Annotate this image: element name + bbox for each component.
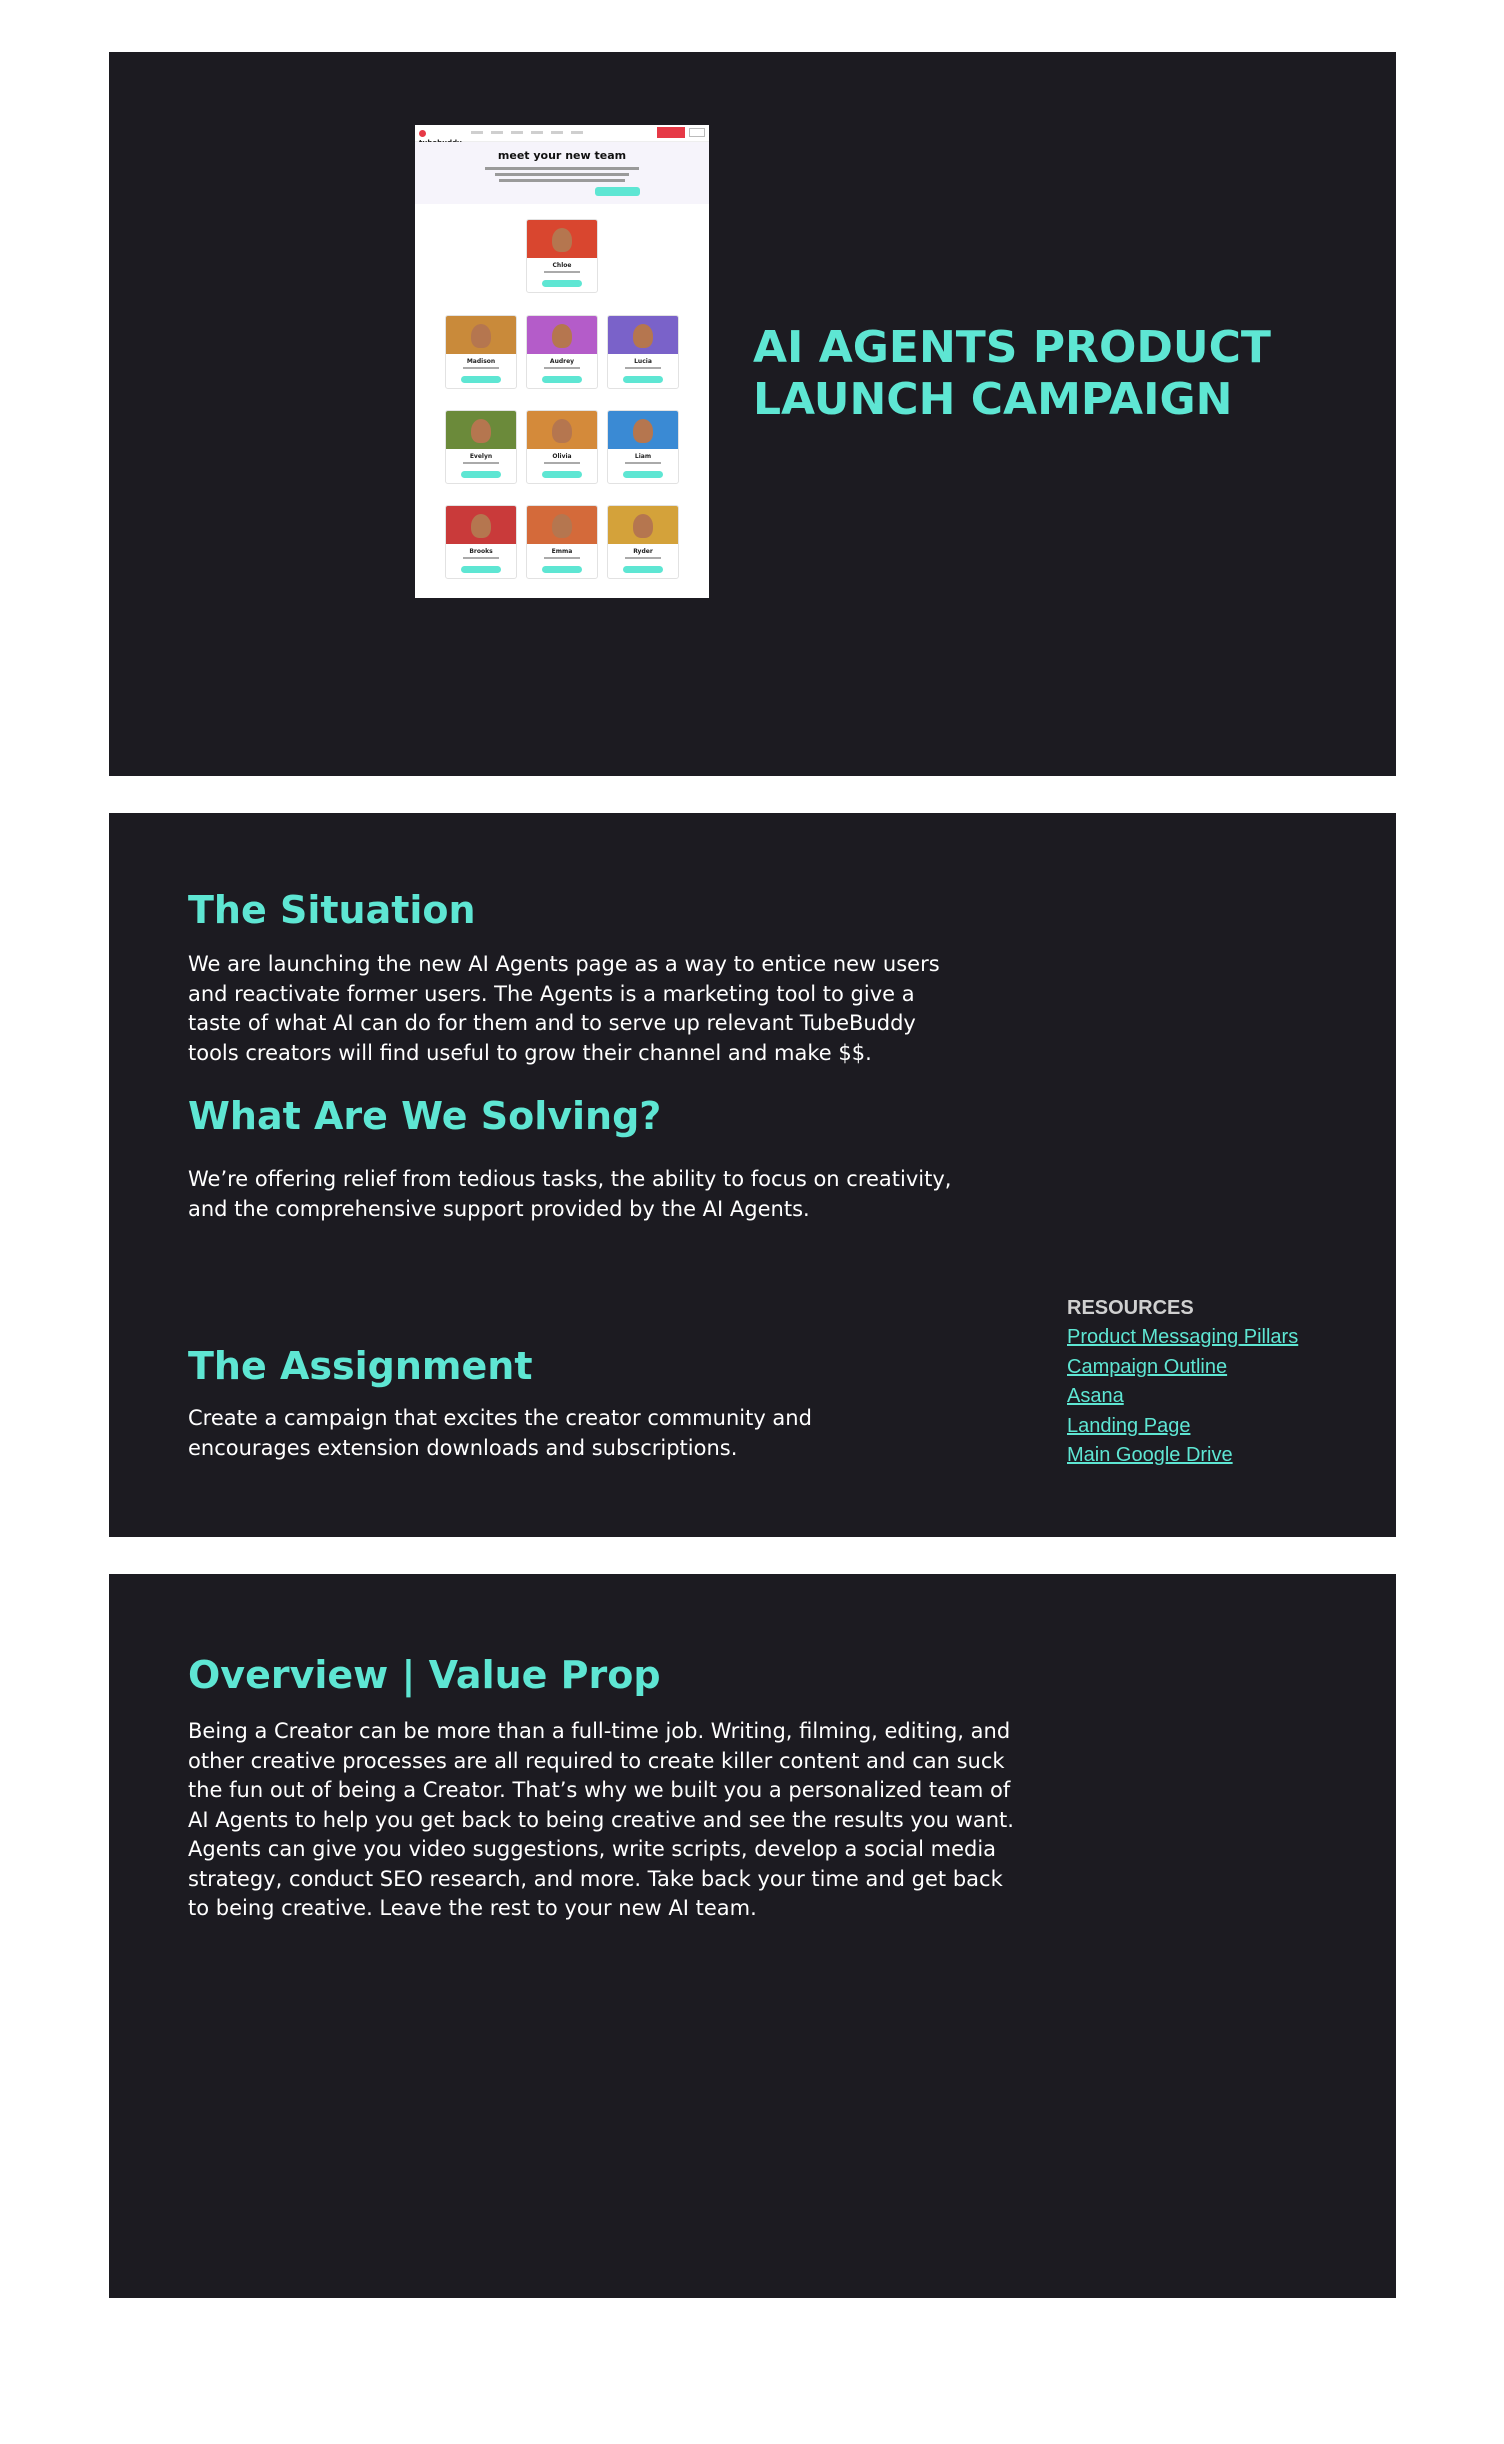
preview-nav (415, 125, 709, 142)
agent-portrait (446, 316, 516, 354)
agent-portrait (527, 316, 597, 354)
agent-card (526, 505, 598, 579)
resource-link-landing-page[interactable]: Landing Page (1067, 1414, 1191, 1437)
slide-situation (109, 813, 1396, 1537)
resource-link-campaign-outline[interactable]: Campaign Outline (1067, 1355, 1228, 1378)
agent-portrait (608, 411, 678, 449)
preview-logo (419, 128, 457, 138)
agent-name: Brooks (469, 548, 493, 555)
agent-button (623, 566, 663, 573)
agent-portrait (608, 316, 678, 354)
solving-heading: What Are We Solving? (188, 1094, 662, 1138)
preview-heading: meet your new team (497, 149, 627, 162)
agent-card (445, 505, 517, 579)
agent-button (542, 280, 582, 287)
agent-card (607, 315, 679, 389)
agent-button (461, 471, 501, 478)
agent-button (623, 376, 663, 383)
agent-card (445, 315, 517, 389)
situation-heading: The Situation (188, 888, 476, 932)
agent-name: Liam (634, 453, 652, 460)
situation-text: We are launching the new AI Agents page as a way to entice new users and reactivate former users. The Agents is a marketing tool to give a taste of what AI can do for them and to serve up relevant TubeBuddy tools creators will find useful to grow their channel and make $$. (188, 952, 940, 1065)
assignment-text: Create a campaign that excites the creator community and encourages extension downloads and subscriptions. (188, 1406, 812, 1460)
preview-login-button (689, 128, 705, 137)
slide-title-heading: AI AGENTS PRODUCT LAUNCH CAMPAIGN (753, 322, 1271, 425)
overview-text: Being a Creator can be more than a full-time job. Writing, filming, editing, and other creative processes are all required to create killer content and can suck the fun out of being a Creator. That’s why we built you a personalized team of AI Agents to help you get back to being creative and see the results you want. Agents can give you video suggestions, write scripts, develop a social media strategy, conduct SEO research, and more. Take back your time and get back to being creative. Leave the rest to your new AI team. (188, 1719, 1014, 1920)
agent-name: Chloe (552, 262, 572, 269)
solving-text: We’re offering relief from tedious tasks, the ability to focus on creativity, and the comprehensive support provided by the AI Agents. (188, 1167, 952, 1221)
agent-card (526, 219, 598, 293)
agent-portrait (527, 411, 597, 449)
agent-button (542, 566, 582, 573)
resource-link-messaging-pillars[interactable]: Product Messaging Pillars (1067, 1326, 1299, 1348)
resource-link-asana[interactable]: Asana (1067, 1385, 1124, 1407)
preview-signup-button (657, 127, 685, 138)
assignment-heading: The Assignment (188, 1344, 533, 1388)
agent-name: Ryder (633, 548, 653, 555)
overview-heading: Overview | Value Prop (188, 1653, 661, 1697)
agent-portrait (527, 506, 597, 544)
agent-card (526, 315, 598, 389)
slide-overview (109, 1574, 1396, 2298)
agent-card (526, 410, 598, 484)
agent-card (607, 505, 679, 579)
agent-name: Madison (466, 358, 496, 365)
agent-portrait (446, 506, 516, 544)
agent-button (623, 471, 663, 478)
preview-cta (595, 187, 640, 196)
resources-list (1067, 1323, 1298, 1471)
agent-name: Lucia (634, 358, 652, 365)
agent-card (445, 410, 517, 484)
agent-card (607, 410, 679, 484)
agent-name: Audrey (549, 358, 575, 365)
resource-link-google-drive[interactable]: Main Google Drive (1067, 1444, 1233, 1466)
agent-button (461, 376, 501, 383)
resources-title: RESOURCES (1067, 1297, 1194, 1319)
agent-name: Emma (551, 548, 573, 555)
agent-name: Olivia (552, 453, 572, 460)
landing-page-preview (415, 125, 709, 598)
agent-button (542, 376, 582, 383)
agent-name: Evelyn (469, 453, 493, 460)
agent-portrait (527, 220, 597, 258)
agent-portrait (608, 506, 678, 544)
slide-title (109, 52, 1396, 776)
agent-button (461, 566, 501, 573)
agent-button (542, 471, 582, 478)
agent-portrait (446, 411, 516, 449)
